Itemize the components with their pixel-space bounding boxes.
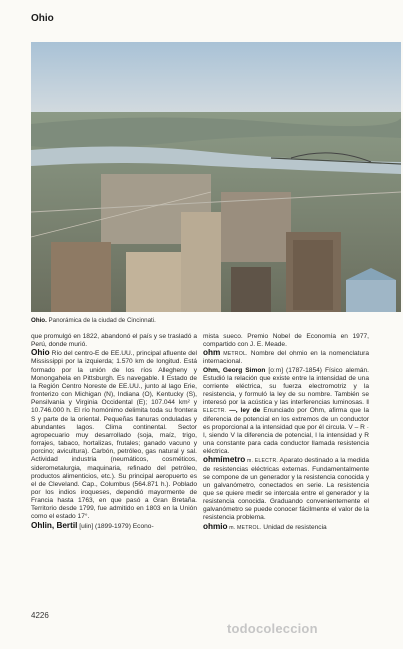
entry-ohm <box>203 349 369 366</box>
right-column <box>203 333 369 532</box>
entry-ohmimetro-text: Aparato destinado a la medida de resistencias eléctricas externas. Fundamentalmente se compone de un generador y la resistencia conocida y un galvanómetro, conectados en serie. La resistencia que se quiere medir se intercala entre el generador y la resistencia conocida. Graduando convenientemente el galvanómetro se puede conocer fácilmente el valor de la resistencia problema. <box>203 457 369 522</box>
entry-ohmio-text: Unidad de resistencia <box>261 523 327 531</box>
entry-ohio-text: Río del centro-E de EE.UU., principal afluente del Mississippi por la izquierda; 1.570 km de longitud. Está formado por la unión de los ríos Allegheny y Monongahela en Pittsburgh. Es navegable. ‖ Estado de la Región Centro Noreste de EE.UU., junto al lago Erie, fronterizo con Michigan (N), Indiana (O), Kentucky (S), Pensilvania y Virginia Occidental (E); 107.044 km² y 10.746.000 h. El río homónimo delimita toda su frontera S y parte de la oriental. Pequeñas llanuras onduladas y abundantes lagos. Clima continental. Sector agropecuario muy desarrollado (soja, maíz, trigo, forrajes, tabaco, hortalizas, frutales; ganado vacuno y porcino; avicultura). Carbón, petróleo, gas natural y sal. Actividad industria (neumáticos, cosméticos, siderometalurgia, maquinaria, refinado del petróleo, productos alimenticios, etc.). Su principal aeropuerto es el de Cleveland. Cap., Columbus (564.871 h.). Poblado por los indios iroqueses, dependió mayormente de Francia hasta 1763, en que pasó a Gran Bretaña. Territorio desde 1799, fue admitido en 1803 en la Unión como el estado 17°. <box>31 350 197 521</box>
entry-ohmio-label: m. METROL. <box>227 524 262 531</box>
continued-paragraph: que promulgó en 1822, abandonó el país y se trasladó a Perú, donde murió. <box>31 333 197 349</box>
watermark: todocoleccion <box>227 621 318 636</box>
entry-ohmio-headword: ohmio <box>203 521 228 531</box>
entry-ohio <box>31 349 197 521</box>
entry-ohm-georg-text: (1787-1854) Físico alemán. Estudió la relación que existe entre la intensidad de una corriente eléctrica, su fuerza electromotriz y la resistencia, y formuló la ley de su nombre. También se interesó por la acústica y las interferencias luminosas. ‖ <box>203 366 369 407</box>
entry-ohm-georg-label: ELECTR. <box>203 408 227 415</box>
entry-ohlin-text: (1899-1979) Econo- <box>95 522 154 530</box>
entry-ohmimetro-headword: ohmímetro <box>203 455 246 465</box>
entry-ohm-georg <box>203 367 369 457</box>
caption-text: Panorámica de la ciudad de Cincinnati. <box>46 317 156 324</box>
entry-ohmimetro <box>203 456 369 522</box>
entry-ohio-headword: Ohio <box>31 348 50 358</box>
entry-ohm-label: METROL. <box>220 351 248 358</box>
entry-ohm-text: Nombre del ohmio en la nomenclatura internacional. <box>203 350 369 366</box>
entry-ohm-law-headword: —, ley de <box>226 407 261 415</box>
running-head: Ohio <box>31 13 54 24</box>
caption-lead: Ohio. <box>31 317 47 324</box>
cincinnati-panorama-photo <box>31 42 401 312</box>
entry-ohlin <box>31 522 197 531</box>
left-column <box>31 333 197 531</box>
entry-ohm-georg-pronunciation: [oːm] <box>265 366 287 374</box>
entry-ohlin-pronunciation: [ulin] <box>77 522 95 530</box>
photo-caption <box>31 317 401 324</box>
page-number: 4226 <box>31 611 49 620</box>
entry-ohm-georg-headword: Ohm, Georg Simon <box>203 366 266 374</box>
entry-ohm-law-text: Enunciado por Ohm, afirma que la diferencia de potencial en los extremos de un conductor es proporcional a la intensidad que por él circula. V – R · I, siendo V la diferencia de potencial, I la intensidad y R una constante para cada conductor llamada resistencia eléctrica. <box>203 407 369 456</box>
continued-paragraph-right: mista sueco. Premio Nobel de Economía en 1977, compartido con J. E. Meade. <box>203 333 369 349</box>
entry-ohmio <box>203 523 369 532</box>
entry-ohmimetro-label: m. ELECTR. <box>245 458 279 465</box>
entry-ohlin-headword: Ohlin, Bertil <box>31 520 78 530</box>
entry-ohm-headword: ohm <box>203 348 221 358</box>
